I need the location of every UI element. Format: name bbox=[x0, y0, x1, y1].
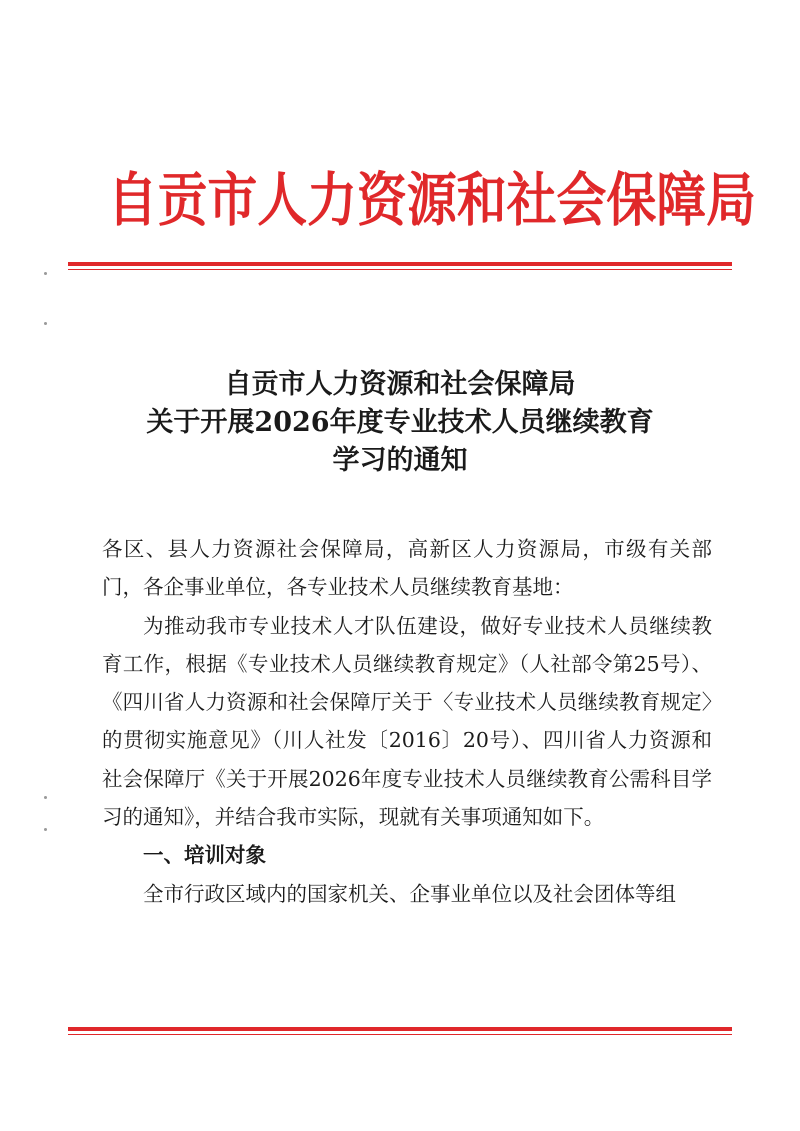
intro-paragraph: 为推动我市专业技术人才队伍建设，做好专业技术人员继续教育工作，根据《专业技术人员继续教育规定》（人社部令第25号）、《四川省人力资源和社会保障厅关于〈专业技术人员继续教育规定〉的贯彻实施意见》（川人社发〔2016〕20号）、四川省人力资源和社会保障厅《关于开展2026年度专业技术人员继续教育公需科目学习的通知》，并结合我市实际，现就有关事项通知如下。 bbox=[102, 613, 712, 830]
title-line-3: 学习的通知 bbox=[332, 445, 468, 476]
document-body bbox=[102, 530, 712, 913]
footer-red-rule bbox=[68, 1027, 732, 1035]
scan-speck bbox=[44, 322, 47, 325]
scan-speck bbox=[44, 272, 47, 275]
scan-speck bbox=[44, 796, 47, 799]
document-title bbox=[60, 366, 740, 480]
scan-speck bbox=[44, 828, 47, 831]
header-red-rule bbox=[68, 262, 732, 270]
title-line-1: 自贡市人力资源和社会保障局 bbox=[224, 369, 576, 400]
organization-letterhead: 自贡市人力资源和社会保障局 bbox=[107, 166, 757, 234]
section-heading: 一、培训对象 bbox=[143, 843, 266, 868]
title-line-2: 关于开展2026年度专业技术人员继续教育 bbox=[146, 407, 654, 438]
salutation: 各区、县人力资源社会保障局，高新区人力资源局，市级有关部门，各企事业单位，各专业技术人员继续教育基地： bbox=[102, 537, 712, 600]
section-paragraph: 全市行政区域内的国家机关、企事业单位以及社会团体等组 bbox=[143, 881, 676, 906]
